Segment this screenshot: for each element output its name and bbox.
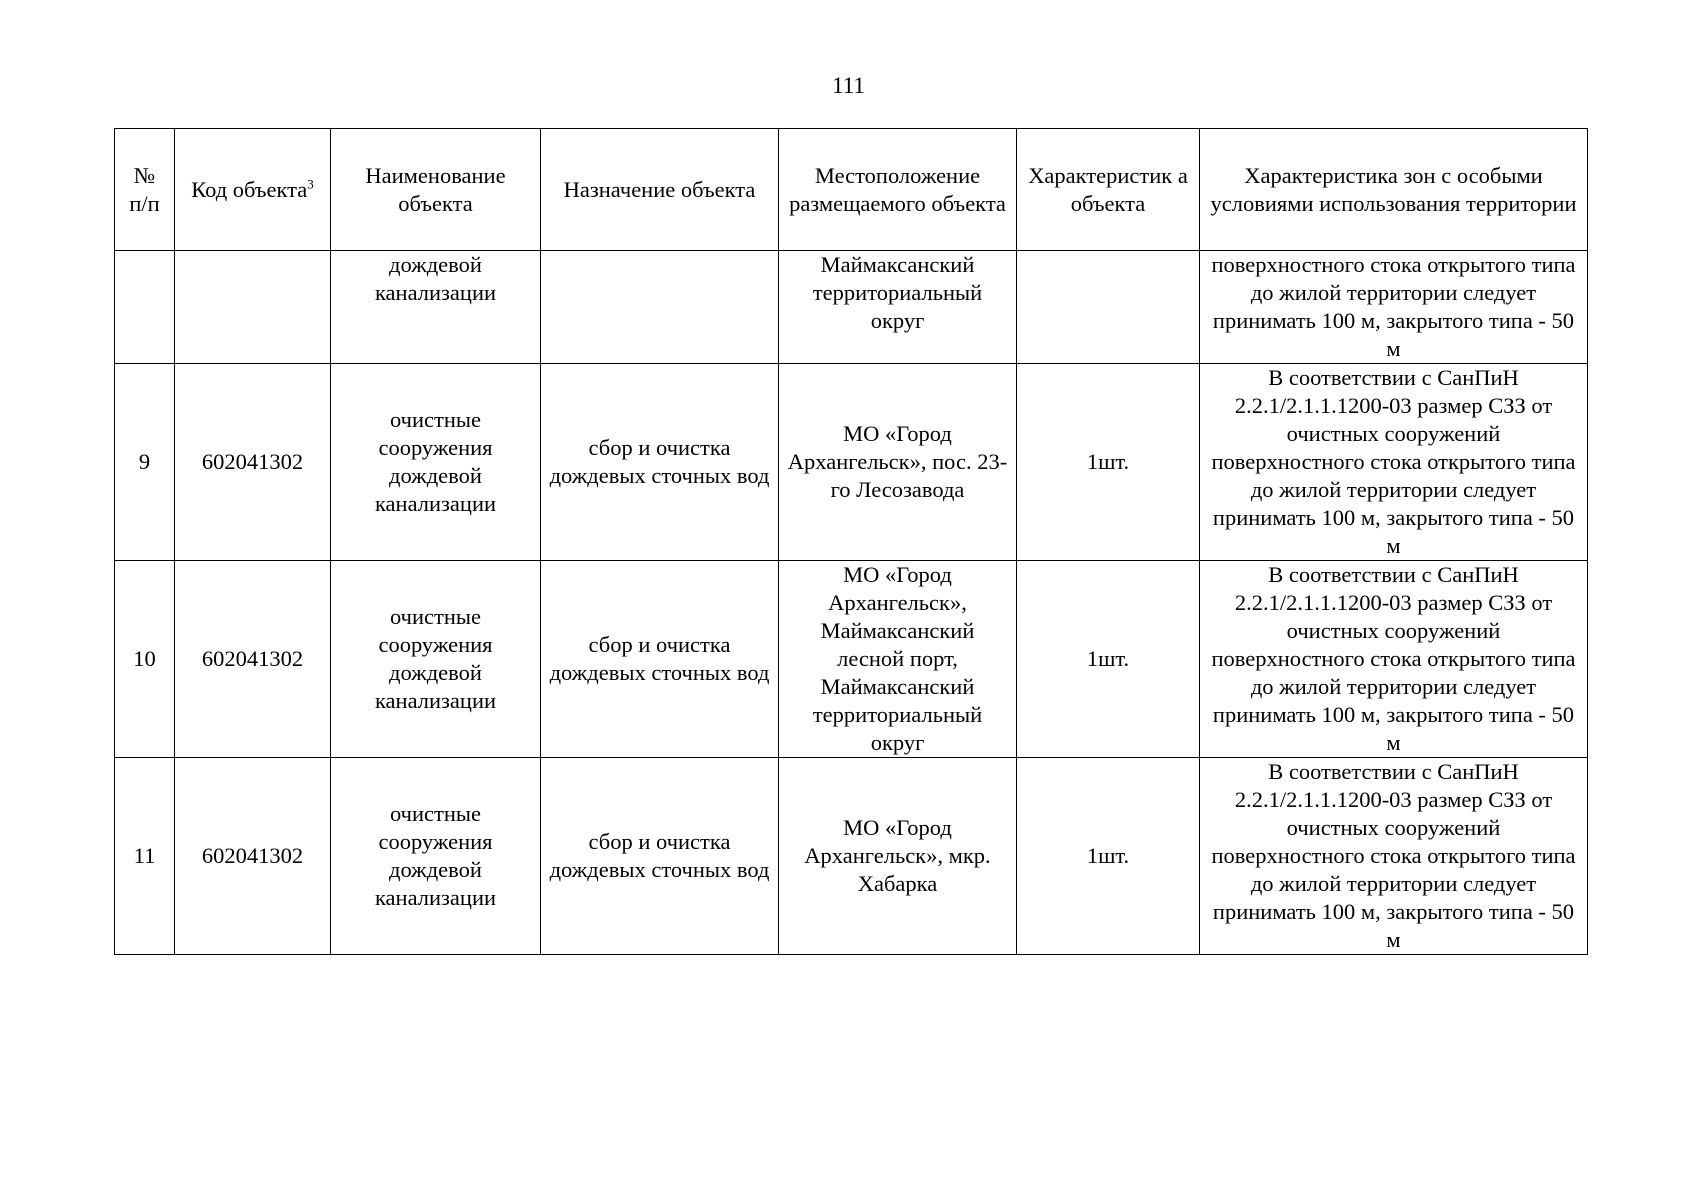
cell-location: МО «Город Архангельск», Маймаксанский лесной порт, Маймаксанский территориальный округ <box>779 561 1017 758</box>
cell-zone: В соответствии с СанПиН 2.2.1/2.1.1.1200-03 размер СЗЗ от очистных сооружений поверхностного стока открытого типа до жилой территории следует принимать 100 м, закрытого типа - 50 м <box>1200 758 1588 955</box>
cell-name: дождевой канализации <box>331 251 541 364</box>
cell-zone: В соответствии с СанПиН 2.2.1/2.1.1.1200-03 размер СЗЗ от очистных сооружений поверхностного стока открытого типа до жилой территории следует принимать 100 м, закрытого типа - 50 м <box>1200 561 1588 758</box>
cell-location: МО «Город Архангельск», мкр. Хабарка <box>779 758 1017 955</box>
header-code <box>175 129 331 251</box>
header-zone: Характеристика зон с особыми условиями использования территории <box>1200 129 1588 251</box>
cell-code: 602041302 <box>175 758 331 955</box>
cell-purpose: сбор и очистка дождевых сточных вод <box>541 364 779 561</box>
cell-name: очистные сооружения дождевой канализации <box>331 758 541 955</box>
cell-zone: поверхностного стока открытого типа до жилой территории следует принимать 100 м, закрытого типа - 50 м <box>1200 251 1588 364</box>
header-characteristic: Характеристик а объекта <box>1017 129 1200 251</box>
header-code-footnote: 3 <box>307 176 314 191</box>
header-number: № п/п <box>115 129 175 251</box>
cell-name: очистные сооружения дождевой канализации <box>331 561 541 758</box>
page-number: 111 <box>832 73 865 98</box>
cell-characteristic: 1шт. <box>1017 758 1200 955</box>
cell-characteristic <box>1017 251 1200 364</box>
cell-number: 9 <box>115 364 175 561</box>
cell-characteristic: 1шт. <box>1017 364 1200 561</box>
cell-purpose <box>541 251 779 364</box>
cell-code: 602041302 <box>175 364 331 561</box>
cell-number <box>115 251 175 364</box>
header-purpose: Назначение объекта <box>541 129 779 251</box>
cell-name: очистные сооружения дождевой канализации <box>331 364 541 561</box>
header-name: Наименование объекта <box>331 129 541 251</box>
table-row <box>115 561 1588 758</box>
cell-zone: В соответствии с СанПиН 2.2.1/2.1.1.1200-03 размер СЗЗ от очистных сооружений поверхностного стока открытого типа до жилой территории следует принимать 100 м, закрытого типа - 50 м <box>1200 364 1588 561</box>
header-location: Местоположение размещаемого объекта <box>779 129 1017 251</box>
table-row-continuation <box>115 251 1588 364</box>
table-row <box>115 364 1588 561</box>
cell-code <box>175 251 331 364</box>
cell-characteristic: 1шт. <box>1017 561 1200 758</box>
header-code-label: Код объекта <box>191 176 308 202</box>
cell-purpose: сбор и очистка дождевых сточных вод <box>541 561 779 758</box>
objects-table <box>114 128 1588 955</box>
cell-number: 11 <box>115 758 175 955</box>
cell-purpose: сбор и очистка дождевых сточных вод <box>541 758 779 955</box>
cell-number: 10 <box>115 561 175 758</box>
cell-location: Маймаксанский территориальный округ <box>779 251 1017 364</box>
table-header-row <box>115 129 1588 251</box>
cell-code: 602041302 <box>175 561 331 758</box>
table-row <box>115 758 1588 955</box>
cell-location: МО «Город Архангельск», пос. 23-го Лесозавода <box>779 364 1017 561</box>
